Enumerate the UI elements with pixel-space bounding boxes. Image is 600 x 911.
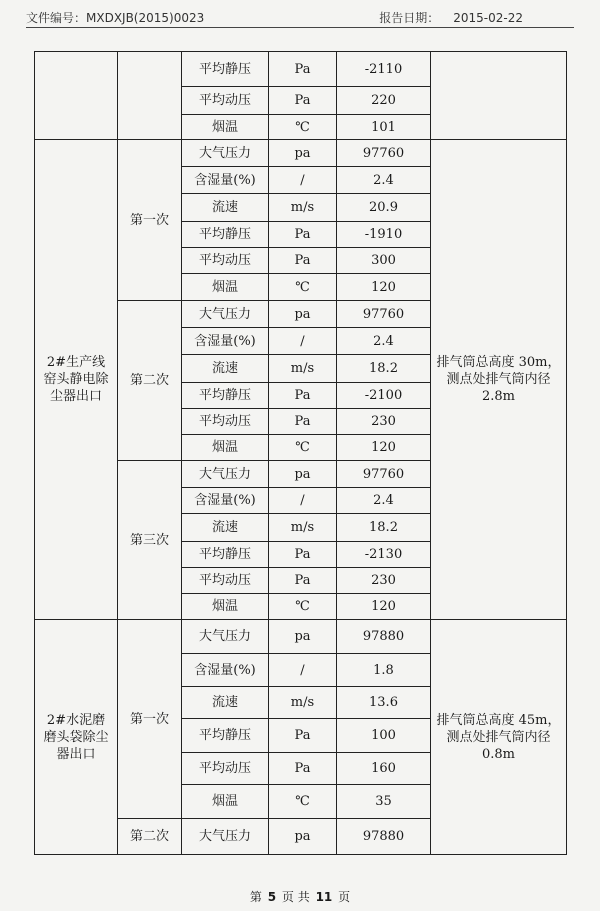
unit-cell: m/s: [269, 687, 337, 719]
value-cell: 18.2: [337, 514, 431, 542]
unit-cell: Pa: [269, 248, 337, 274]
table-row: [35, 52, 567, 87]
value-cell: 2.4: [337, 167, 431, 194]
param-label: 烟温: [182, 274, 269, 301]
unit-cell: /: [269, 488, 337, 514]
param-label: 烟温: [182, 594, 269, 620]
param-label: 平均动压: [182, 568, 269, 594]
unit-cell: m/s: [269, 514, 337, 542]
report-date-label: 报告日期：: [379, 11, 440, 25]
param-label: 大气压力: [182, 461, 269, 488]
value-cell: 97760: [337, 140, 431, 167]
document-number: 文件编号：MXDXJB(2015)0023: [26, 11, 205, 25]
value-cell: 97760: [337, 461, 431, 488]
param-label: 平均静压: [182, 222, 269, 248]
value-cell: 230: [337, 568, 431, 594]
unit-cell: Pa: [269, 383, 337, 409]
param-label: 大气压力: [182, 140, 269, 167]
page-header: [0, 0, 600, 30]
unit-cell: Pa: [269, 52, 337, 87]
page-footer: [0, 888, 600, 905]
param-label: 大气压力: [182, 819, 269, 855]
param-label: 平均静压: [182, 383, 269, 409]
value-cell: 1.8: [337, 654, 431, 687]
param-label: 流速: [182, 355, 269, 383]
unit-cell: Pa: [269, 409, 337, 435]
measurement-table: [34, 51, 567, 855]
unit-cell: Pa: [269, 87, 337, 115]
unit-cell: ℃: [269, 274, 337, 301]
param-label: 流速: [182, 194, 269, 222]
value-cell: -2130: [337, 542, 431, 568]
value-cell: -2110: [337, 52, 431, 87]
value-cell: 20.9: [337, 194, 431, 222]
page-number: 5: [267, 890, 277, 904]
value-cell: 97760: [337, 301, 431, 328]
param-label: 含湿量(%): [182, 488, 269, 514]
value-cell: 220: [337, 87, 431, 115]
stack-note: 排气筒总高度 45m，测点处排气筒内径 0.8m: [431, 620, 567, 855]
value-cell: -2100: [337, 383, 431, 409]
unit-cell: ℃: [269, 115, 337, 140]
param-label: 平均动压: [182, 409, 269, 435]
unit-cell: m/s: [269, 355, 337, 383]
param-label: 烟温: [182, 785, 269, 819]
unit-cell: pa: [269, 301, 337, 328]
sampling-label: 第二次: [118, 819, 182, 855]
unit-cell: Pa: [269, 222, 337, 248]
unit-cell: Pa: [269, 719, 337, 753]
unit-cell: pa: [269, 461, 337, 488]
sampling-label: 第二次: [118, 301, 182, 461]
value-cell: 101: [337, 115, 431, 140]
sampling-label: 第一次: [118, 140, 182, 301]
value-cell: 18.2: [337, 355, 431, 383]
value-cell: 120: [337, 274, 431, 301]
header-rule: [26, 27, 574, 28]
page-total: 11: [315, 890, 333, 904]
unit-cell: m/s: [269, 194, 337, 222]
empty-location-cell: [35, 52, 118, 140]
param-label: 平均动压: [182, 248, 269, 274]
value-cell: 100: [337, 719, 431, 753]
empty-note-cell: [431, 52, 567, 140]
footer-mid: 页 共: [281, 890, 310, 904]
unit-cell: ℃: [269, 785, 337, 819]
unit-cell: Pa: [269, 568, 337, 594]
value-cell: 35: [337, 785, 431, 819]
report-date: 2015-02-22: [453, 11, 523, 25]
param-label: 烟温: [182, 115, 269, 140]
sampling-label: 第三次: [118, 461, 182, 620]
param-label: 流速: [182, 687, 269, 719]
sampling-label: 第一次: [118, 620, 182, 819]
unit-cell: /: [269, 654, 337, 687]
value-cell: 120: [337, 435, 431, 461]
param-label: 含湿量(%): [182, 167, 269, 194]
unit-cell: /: [269, 167, 337, 194]
value-cell: 120: [337, 594, 431, 620]
value-cell: 300: [337, 248, 431, 274]
value-cell: 97880: [337, 819, 431, 855]
param-label: 烟温: [182, 435, 269, 461]
unit-cell: ℃: [269, 594, 337, 620]
value-cell: 13.6: [337, 687, 431, 719]
param-label: 大气压力: [182, 620, 269, 654]
footer-prefix: 第: [249, 890, 262, 904]
param-label: 平均静压: [182, 52, 269, 87]
unit-cell: Pa: [269, 542, 337, 568]
value-cell: 160: [337, 753, 431, 785]
table-row: [35, 140, 567, 167]
unit-cell: /: [269, 328, 337, 355]
table-row: [35, 620, 567, 654]
value-cell: 97880: [337, 620, 431, 654]
value-cell: -1910: [337, 222, 431, 248]
stack-note: 排气筒总高度 30m，测点处排气筒内径 2.8m: [431, 140, 567, 620]
param-label: 平均动压: [182, 87, 269, 115]
report-date-block: [379, 9, 523, 26]
footer-suffix: 页: [338, 890, 351, 904]
unit-cell: pa: [269, 819, 337, 855]
param-label: 平均静压: [182, 542, 269, 568]
value-cell: 2.4: [337, 328, 431, 355]
unit-cell: pa: [269, 140, 337, 167]
param-label: 平均静压: [182, 719, 269, 753]
unit-cell: Pa: [269, 753, 337, 785]
param-label: 流速: [182, 514, 269, 542]
param-label: 含湿量(%): [182, 654, 269, 687]
location-name: 2#水泥磨磨头袋除尘器出口: [35, 620, 118, 855]
param-label: 含湿量(%): [182, 328, 269, 355]
param-label: 平均动压: [182, 753, 269, 785]
location-name: 2#生产线窑头静电除尘器出口: [35, 140, 118, 620]
value-cell: 230: [337, 409, 431, 435]
value-cell: 2.4: [337, 488, 431, 514]
param-label: 大气压力: [182, 301, 269, 328]
unit-cell: ℃: [269, 435, 337, 461]
unit-cell: pa: [269, 620, 337, 654]
empty-sampling-cell: [118, 52, 182, 140]
